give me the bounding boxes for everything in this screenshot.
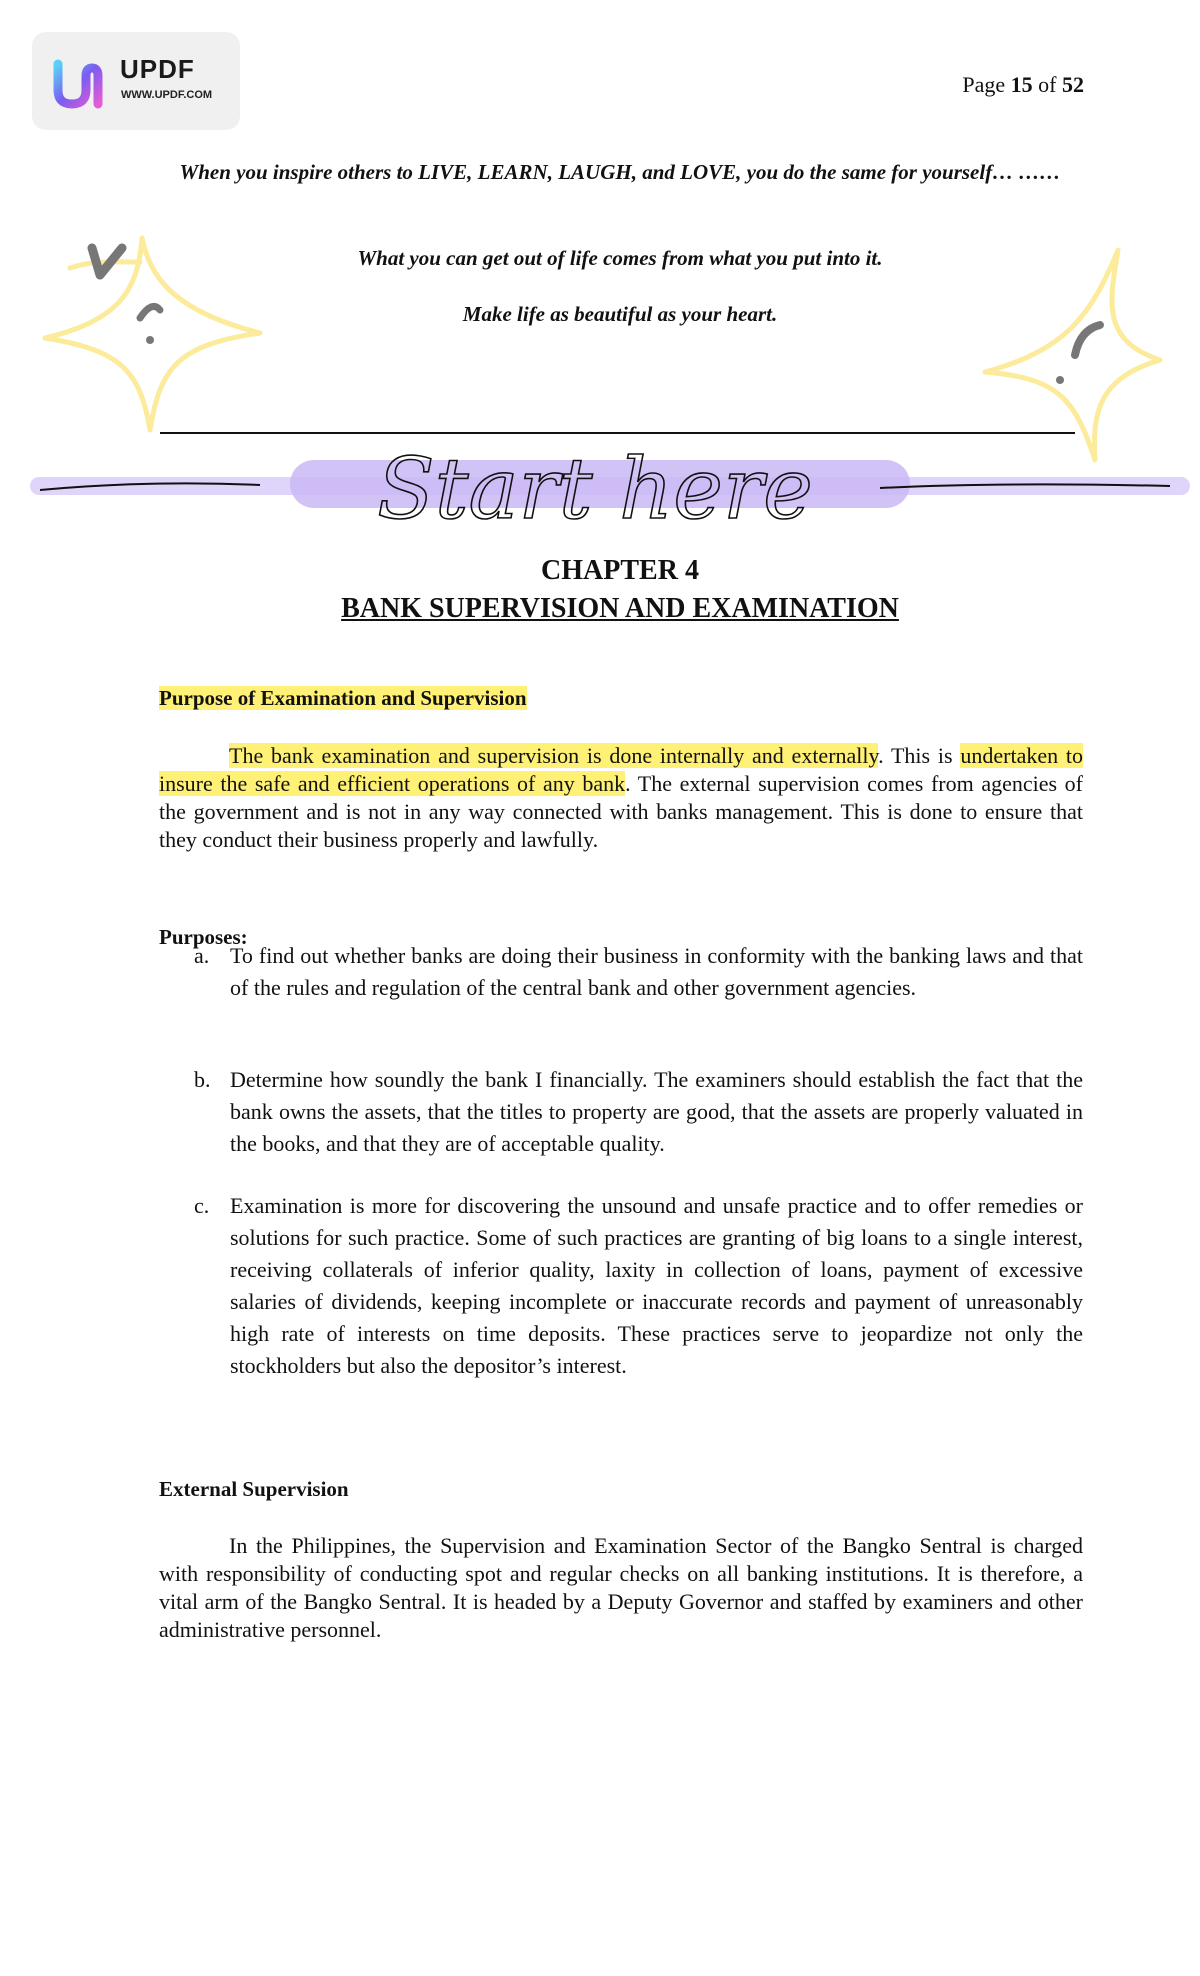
page-number: Page 15 of 52 xyxy=(962,72,1084,97)
chapter-title: BANK SUPERVISION AND EXAMINATION xyxy=(341,593,899,624)
highlight-2: undertaken to insure the safe and efficient operations of any bank xyxy=(159,743,1083,796)
pen-mark-left-2-icon xyxy=(140,306,160,318)
handwritten-annotations xyxy=(0,0,1200,600)
chapter-number: CHAPTER 4 xyxy=(541,555,699,586)
pen-dot-left-icon xyxy=(146,336,154,344)
list-item: a. To find out whether banks are doing their business in conformity with the banking laws and that of the rules and regulation of the central bank and other government agencies. xyxy=(194,943,1083,1000)
purpose-paragraph: The bank examination and supervision is done internally and externally. This is undertaken to insure the safe and efficient operations of any bank. The external supervision comes from agencies of the government and is not in any way connected with banks management. This is done to ensure that they conduct their business properly and lawfully. xyxy=(159,743,1083,852)
highlight-1: The bank examination and supervision is done internally and externally xyxy=(229,743,879,768)
quote-line-2: What you can get out of life comes from what you put into it. xyxy=(357,246,883,270)
section-heading-purpose: Purpose of Examination and Supervision xyxy=(159,686,527,710)
quote-line-3: Make life as beautiful as your heart. xyxy=(462,302,778,326)
logo-url: WWW.UPDF.COM xyxy=(121,89,213,101)
purposes-heading: Purposes: xyxy=(159,925,248,949)
logo-name: UPDF xyxy=(120,54,195,84)
quote-line-1: When you inspire others to LIVE, LEARN, LAUGH, and LOVE, you do the same for yourself… …… xyxy=(179,160,1061,184)
external-supervision-paragraph: In the Philippines, the Supervision and Examination Sector of the Bangko Sentral is charged with responsibility of conducting spot and regular checks on all banking institutions. It is therefore, a vital arm of the Bangko Sentral. It is headed by a Deputy Governor and staffed by examiners and other administrative personnel. xyxy=(159,1533,1083,1642)
pen-dot-right-icon xyxy=(1056,376,1064,384)
pen-mark-right-icon xyxy=(1075,325,1100,355)
section-heading-external: External Supervision xyxy=(159,1477,349,1501)
sparkle-left-icon xyxy=(45,238,260,430)
list-item: b. Determine how soundly the bank I financially. The examiners should establish the fact that the bank owns the assets, that the titles to property are good, that the assets are properly valuated in the books, and that they are of acceptable quality. xyxy=(194,1067,1083,1156)
start-here-annotation: Start here xyxy=(377,440,813,538)
list-item: c. Examination is more for discovering the unsound and unsafe practice and to offer remedies or solutions for such practice. Some of such practices are granting of big loans to a single interest, receiving collaterals of inferior quality, laxity in collection of loans, payment of excessive salaries of dividends, keeping incomplete or inaccurate records and payment of unreasonably high rate of interests on time deposits. These practices serve to jeopardize not only the stockholders but also the depositor’s interest. xyxy=(194,1193,1083,1378)
